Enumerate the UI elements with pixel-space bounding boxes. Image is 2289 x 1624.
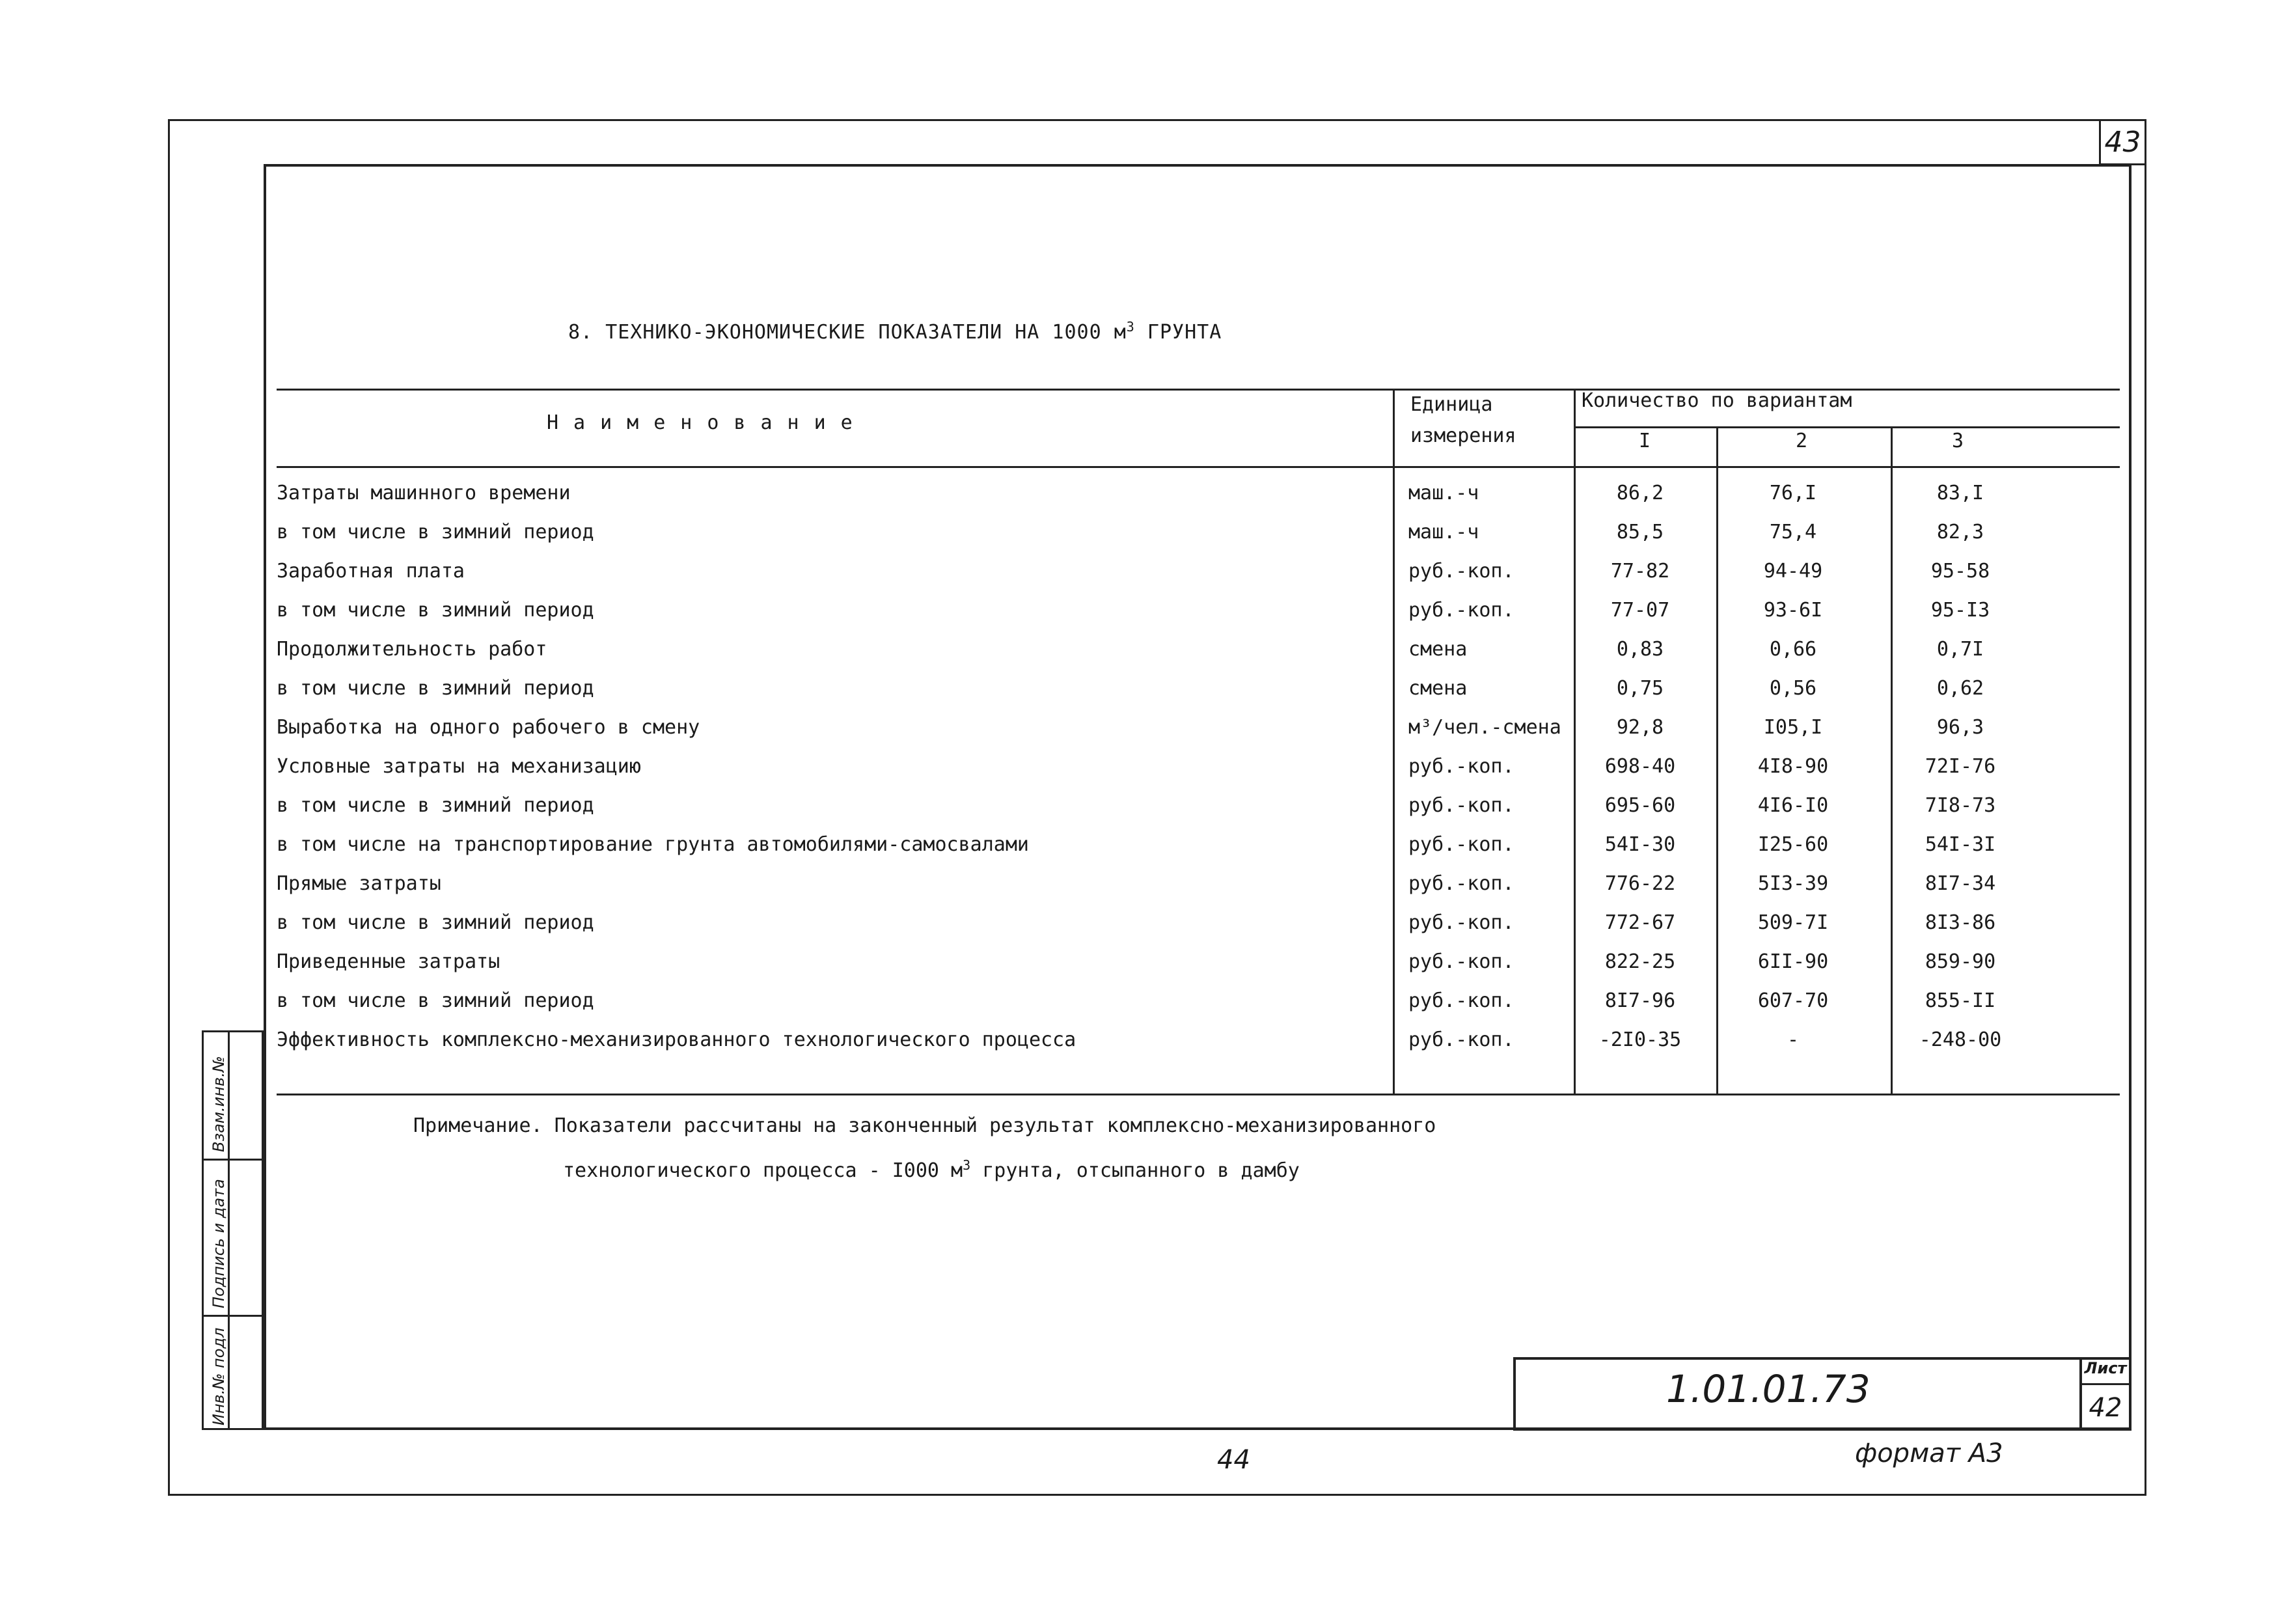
table-title: 8. ТЕХНИКО-ЭКОНОМИЧЕСКИЕ ПОКАЗАТЕЛИ НА 1000 $м^3$ ГРУНТА [568,319,1222,344]
strip-label-replacement: Взам.инв.№ [210,1056,228,1152]
row-unit: м³/чел.-смена [1408,716,1561,739]
footnote-line-2: технологического процесса - I000 $м^3$ грунта, отсыпанного в дамбу [563,1157,1300,1182]
strip-divider [202,1159,264,1161]
row-value-2: I05,I [1763,716,1823,739]
row-unit: руб.-коп. [1408,755,1515,778]
row-value-1: 822-25 [1604,950,1676,973]
table-row [0,631,2289,670]
row-value-1: 54I-30 [1604,833,1676,856]
table-row [0,827,2289,866]
row-value-1: 0,75 [1616,677,1664,700]
row-value-3: 8I7-34 [1925,872,1996,895]
row-unit: руб.-коп. [1408,989,1515,1012]
table-row [0,983,2289,1022]
row-name: Условные затраты на механизацию [277,755,641,778]
row-name: в том числе в зимний период [277,521,594,544]
row-value-1: 698-40 [1604,755,1676,778]
row-unit: руб.-коп. [1408,833,1515,856]
row-name: Заработная плата [277,560,465,583]
row-unit: маш.-ч [1408,521,1479,544]
table-row [0,788,2289,827]
page-number: 44 [1217,1445,1250,1475]
row-value-1: 695-60 [1604,794,1676,817]
row-value-1: 8I7-96 [1604,989,1676,1012]
header-variant-3: 3 [1951,430,1964,452]
row-value-3: 8I3-86 [1925,911,1996,934]
row-value-2: - [1787,1028,1800,1051]
table-bottom-rule [277,1094,2120,1095]
row-name: Выработка на одного рабочего в смену [277,716,700,739]
variants-header-rule [1575,426,2120,428]
header-variant-1: I [1638,430,1651,452]
table-row [0,475,2289,514]
row-unit: руб.-коп. [1408,560,1515,583]
table-row [0,905,2289,944]
strip-label-signature: Подпись и дата [210,1179,228,1308]
row-name: в том числе в зимний период [277,794,594,817]
row-value-3: 82,3 [1936,521,1984,544]
strip-divider [202,1315,264,1317]
table-row [0,749,2289,788]
row-value-3: 7I8-73 [1925,794,1996,817]
table-row [0,670,2289,709]
document-code: 1.01.01.73 [1666,1367,1871,1411]
row-value-2: 509-7I [1757,911,1829,934]
row-value-2: 0,66 [1769,638,1817,661]
strip-divider [228,1030,230,1430]
row-value-3: 859-90 [1925,950,1996,973]
row-value-1: 776-22 [1604,872,1676,895]
row-name: Продолжительность работ [277,638,547,661]
row-value-3: 95-58 [1930,560,1990,583]
row-name: в том числе в зимний период [277,599,594,622]
row-unit: руб.-коп. [1408,872,1515,895]
table-row [0,866,2289,905]
row-name: в том числе на транспортирование грунта автомобилями-самосвалами [277,833,1029,856]
row-value-2: 0,56 [1769,677,1817,700]
row-value-1: 85,5 [1616,521,1664,544]
row-value-1: 77-07 [1610,599,1670,622]
row-unit: руб.-коп. [1408,794,1515,817]
row-value-2: 5I3-39 [1757,872,1829,895]
header-bottom-rule [277,466,2120,468]
footnote [413,1107,1436,1190]
row-name: в том числе в зимний период [277,989,594,1012]
row-unit: смена [1408,638,1468,661]
row-value-1: 86,2 [1616,482,1664,504]
strip-label-inventory: Инв.№ подл [210,1327,228,1425]
row-value-1: -2I0-35 [1598,1028,1682,1051]
row-value-2: 4I8-90 [1757,755,1829,778]
row-value-2: 75,4 [1769,521,1817,544]
row-unit: руб.-коп. [1408,1028,1515,1051]
row-unit: маш.-ч [1408,482,1479,504]
table-row [0,553,2289,592]
header-name: Наименование [547,411,868,434]
table-row [0,1022,2289,1061]
row-value-2: 76,I [1769,482,1817,504]
row-value-3: 96,3 [1936,716,1984,739]
header-unit: Единица измерения [1410,393,1516,447]
sheet-cell-divider [2079,1383,2131,1385]
row-name: Прямые затраты [277,872,441,895]
table-row [0,514,2289,553]
row-value-3: -248-00 [1919,1028,2002,1051]
paper-format: формат А3 [1855,1438,2003,1468]
table-row [0,709,2289,749]
row-name: Приведенные затраты [277,950,500,973]
row-unit: смена [1408,677,1468,700]
row-value-3: 855-II [1925,989,1996,1012]
row-value-3: 72I-76 [1925,755,1996,778]
footnote-line-1: Примечание. Показатели рассчитаны на законченный результат комплексно-механизированного [413,1114,1436,1137]
sheet-top-number: 43 [2099,119,2146,165]
row-value-2: 6II-90 [1757,950,1829,973]
row-value-3: 54I-3I [1925,833,1996,856]
header-quantity: Количество по вариантам [1582,389,1852,412]
row-value-2: 93-6I [1763,599,1823,622]
row-value-3: 0,7I [1936,638,1984,661]
row-value-1: 0,83 [1616,638,1664,661]
row-name: Затраты машинного времени [277,482,571,504]
row-value-1: 77-82 [1610,560,1670,583]
row-unit: руб.-коп. [1408,599,1515,622]
row-value-2: 4I6-I0 [1757,794,1829,817]
row-value-1: 92,8 [1616,716,1664,739]
row-name: в том числе в зимний период [277,911,594,934]
row-value-1: 772-67 [1604,911,1676,934]
sheet-label: Лист [2084,1359,2127,1377]
row-value-3: 83,I [1936,482,1984,504]
table-row [0,944,2289,983]
row-value-2: I25-60 [1757,833,1829,856]
header-variant-2: 2 [1795,430,1808,452]
row-unit: руб.-коп. [1408,911,1515,934]
row-unit: руб.-коп. [1408,950,1515,973]
sheet-number: 42 [2089,1393,2122,1423]
row-value-3: 0,62 [1936,677,1984,700]
row-value-2: 607-70 [1757,989,1829,1012]
row-name: Эффективность комплексно-механизированного технологического процесса [277,1028,1076,1051]
table-row [0,592,2289,631]
row-value-3: 95-I3 [1930,599,1990,622]
row-value-2: 94-49 [1763,560,1823,583]
row-name: в том числе в зимний период [277,677,594,700]
